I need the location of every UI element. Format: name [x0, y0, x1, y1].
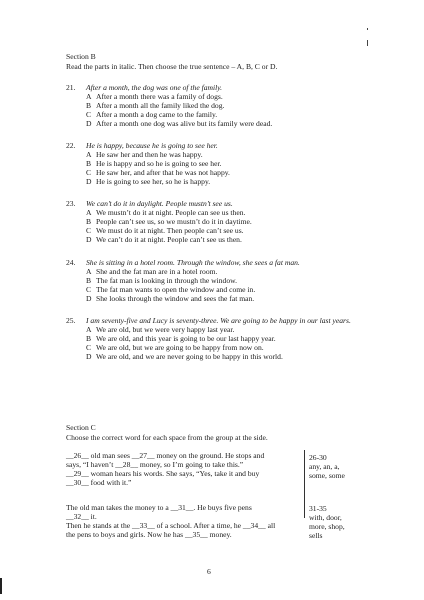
cloze-line: the pens to boys and girls. Now he has __35__ money. — [66, 529, 232, 539]
cloze-line: __26__ old man sees __27__ money on the ground. He stops and — [66, 451, 265, 460]
option-text: After a month all the family liked the dog. — [96, 100, 225, 110]
margin-mark — [367, 28, 368, 30]
question-25 — [66, 317, 366, 362]
section-b-title: Section B — [66, 52, 96, 61]
option-text: We must do it at night. Then people can’t see us. — [96, 225, 244, 235]
word-group-line: more, shop, — [309, 521, 345, 531]
option-letter: C — [86, 167, 92, 177]
word-group-26-30 — [309, 454, 369, 481]
question-number: 22. — [66, 141, 76, 150]
question-number: 23. — [66, 199, 76, 208]
word-group-divider — [304, 498, 305, 518]
question-prompt: I am seventy-five and Lucy is seventy-three. We are going to be happy in our last years. — [86, 316, 351, 325]
question-prompt: He is happy, because he is going to see her. — [86, 141, 218, 150]
option-text: The fat man is looking in through the window. — [96, 275, 238, 285]
section-c-title: Section C — [66, 423, 96, 432]
option-letter: B — [86, 158, 92, 168]
option-d — [66, 120, 366, 129]
word-group-31-35 — [309, 505, 369, 541]
word-group-line: with, door, — [309, 512, 342, 522]
option-d — [66, 353, 366, 362]
option-text: He saw her, and after that he was not happy. — [96, 167, 230, 177]
option-letter: B — [86, 333, 92, 343]
option-letter: A — [86, 149, 92, 159]
option-letter: B — [86, 275, 92, 285]
option-text: He saw her and then he was happy. — [96, 149, 203, 159]
option-letter: D — [86, 293, 92, 303]
word-group-line: some, some — [309, 470, 345, 480]
word-group-range: 31-35 — [309, 504, 327, 513]
word-group-range: 26-30 — [309, 453, 327, 462]
option-text: We are old, and we are never going to be happy in this world. — [96, 351, 283, 361]
option-letter: C — [86, 342, 92, 352]
option-text: We are old, and this year is going to be our last happy year. — [96, 333, 276, 343]
question-prompt: We can’t do it in daylight. People mustn’t see us. — [86, 199, 233, 208]
question-number: 21. — [66, 83, 76, 92]
option-letter: B — [86, 216, 92, 226]
margin-mark — [367, 40, 368, 46]
option-text: We can’t do it at night. People can’t see us then. — [96, 234, 242, 244]
question-24 — [66, 259, 366, 304]
cloze-line: says, “I haven’t __28__ money, so I’m going to take this.” — [66, 459, 244, 469]
option-text: She looks through the window and sees the fat man. — [96, 293, 255, 303]
option-letter: D — [86, 176, 92, 186]
option-text: He is happy and so he is going to see her. — [96, 158, 222, 168]
option-d — [66, 178, 366, 187]
cloze-line: The old man takes the money to a __31__. He buys five pens — [66, 503, 252, 512]
page-number: 6 — [207, 567, 211, 576]
cloze-line: __30__ food with it.” — [66, 477, 132, 487]
option-letter: C — [86, 225, 92, 235]
option-d — [66, 295, 366, 304]
option-letter: B — [86, 100, 92, 110]
question-22 — [66, 142, 366, 187]
question-prompt: After a month, the dog was one of the family. — [86, 83, 223, 92]
question-21 — [66, 84, 366, 129]
word-group-line: sells — [309, 530, 323, 540]
section-b-instruction: Read the parts in italic. Then choose the true sentence – A, B, C or D. — [66, 62, 278, 71]
option-letter: D — [86, 118, 92, 128]
option-text: We mustn’t do it at night. People can see us then. — [96, 207, 246, 217]
option-text: The fat man wants to open the window and come in. — [96, 284, 256, 294]
option-text: After a month one dog was alive but its family were dead. — [96, 118, 273, 128]
cloze-line: __32__ it. — [66, 511, 97, 521]
word-group-line: any, an, a, — [309, 461, 340, 471]
option-letter: A — [86, 266, 92, 276]
option-letter: A — [86, 324, 92, 334]
option-text: People can’t see us, so we mustn’t do it in daytime. — [96, 216, 252, 226]
cloze-line: __29__ woman hears his words. She says, “Yes, take it and buy — [66, 468, 260, 478]
question-number: 25. — [66, 316, 76, 325]
option-d — [66, 236, 366, 245]
option-letter: A — [86, 91, 92, 101]
option-text: She and the fat man are in a hotel room. — [96, 266, 218, 276]
option-letter: C — [86, 109, 92, 119]
option-text: We are old, but we are going to be happy from now on. — [96, 342, 264, 352]
option-letter: D — [86, 234, 92, 244]
option-text: After a month a dog came to the family. — [96, 109, 218, 119]
scan-edge-mark — [0, 578, 2, 594]
option-text: We are old, but we were very happy last year. — [96, 324, 235, 334]
question-number: 24. — [66, 258, 76, 267]
option-letter: D — [86, 351, 92, 361]
option-text: He is going to see her, so he is happy. — [96, 176, 211, 186]
option-letter: C — [86, 284, 92, 294]
option-letter: A — [86, 207, 92, 217]
question-23 — [66, 200, 366, 245]
cloze-paragraph-2 — [66, 504, 302, 540]
question-prompt: She is sitting in a hotel room. Through the window, she sees a fat man. — [86, 258, 300, 267]
cloze-line: Then he stands at the __33__ of a school. After a time, he __34__ all — [66, 520, 276, 530]
cloze-paragraph-1 — [66, 452, 302, 488]
option-text: After a month there was a family of dogs. — [96, 91, 223, 101]
section-c-instruction: Choose the correct word for each space from the group at the side. — [66, 433, 268, 442]
